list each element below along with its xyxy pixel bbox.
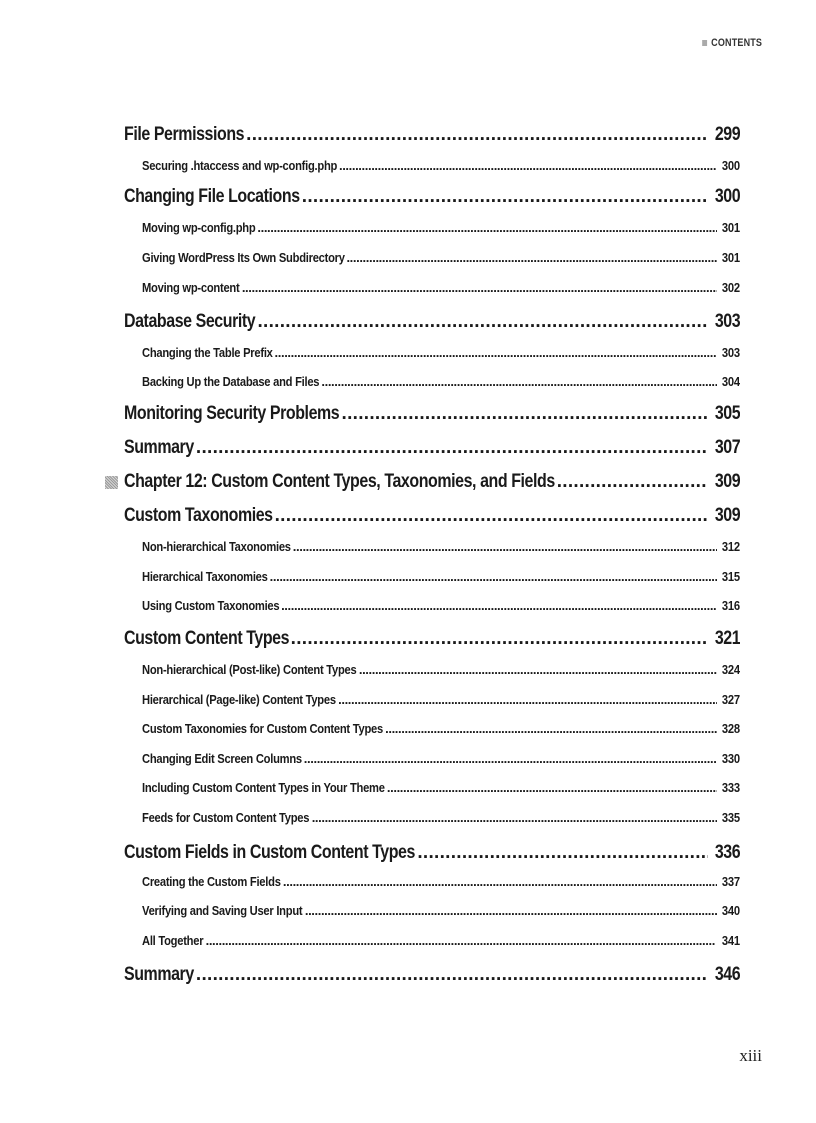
toc-leader-dots — [283, 874, 717, 889]
square-bullet-icon — [702, 40, 707, 46]
toc-entry-title: Monitoring Security Problems — [124, 403, 340, 424]
toc-entry-title: Chapter 12: Custom Content Types, Taxonomies, and Fields — [124, 471, 555, 492]
toc-entry-page: 336 — [714, 842, 740, 863]
toc-entry-page: 305 — [714, 403, 740, 424]
toc-subsection-entry[interactable] — [142, 374, 740, 389]
toc-entry-title: Summary — [124, 437, 194, 458]
toc-subsection-entry[interactable] — [142, 903, 740, 918]
toc-entry-title: File Permissions — [124, 124, 245, 145]
toc-entry-title: Including Custom Content Types in Your Theme — [142, 780, 385, 795]
toc-entry-page: 316 — [722, 598, 740, 613]
toc-entry-title: Using Custom Taxonomies — [142, 598, 280, 613]
toc-section-entry[interactable] — [124, 437, 740, 459]
toc-entry-page: 301 — [722, 220, 740, 235]
toc-entry-title: Non-hierarchical (Post-like) Content Types — [142, 662, 357, 677]
toc-leader-dots — [270, 569, 718, 584]
toc-entry-page: 309 — [714, 471, 740, 492]
toc-leader-dots — [312, 810, 718, 825]
toc-section-entry[interactable] — [124, 403, 740, 425]
toc-subsection-entry[interactable] — [142, 933, 740, 948]
toc-entry-page: 337 — [722, 874, 740, 889]
toc-entry-title: Custom Content Types — [124, 628, 290, 649]
toc-entry-page: 340 — [722, 903, 740, 918]
toc-subsection-entry[interactable] — [142, 345, 740, 360]
toc-section-entry[interactable] — [124, 628, 740, 650]
running-head-text: CONTENTS — [711, 37, 762, 49]
toc-section-entry[interactable] — [124, 124, 740, 146]
toc-entry-page: 300 — [714, 186, 740, 207]
toc-chapter-entry[interactable] — [124, 471, 740, 493]
toc-leader-dots — [196, 437, 708, 459]
toc-leader-dots — [196, 964, 708, 986]
toc-entry-page: 302 — [722, 280, 740, 295]
toc-leader-dots — [275, 345, 718, 360]
toc-subsection-entry[interactable] — [142, 220, 740, 235]
toc-entry-title: Hierarchical Taxonomies — [142, 569, 268, 584]
running-head — [702, 37, 762, 49]
toc-entry-title: Verifying and Saving User Input — [142, 903, 303, 918]
toc-subsection-entry[interactable] — [142, 250, 740, 265]
toc-entry-title: Non-hierarchical Taxonomies — [142, 539, 291, 554]
toc-leader-dots — [342, 403, 708, 425]
toc-entry-page: 341 — [722, 933, 740, 948]
toc-entry-title: Custom Taxonomies for Custom Content Types — [142, 721, 383, 736]
toc-leader-dots — [291, 628, 708, 650]
toc-subsection-entry[interactable] — [142, 280, 740, 295]
toc-leader-dots — [242, 280, 717, 295]
toc-leader-dots — [304, 751, 717, 766]
toc-entry-page: 304 — [722, 374, 740, 389]
toc-subsection-entry[interactable] — [142, 780, 740, 795]
toc-entry-page: 309 — [714, 505, 740, 526]
toc-entry-title: Changing Edit Screen Columns — [142, 751, 302, 766]
chapter-marker-icon — [105, 476, 118, 489]
toc-entry-title: Database Security — [124, 311, 256, 332]
toc-leader-dots — [275, 505, 708, 527]
toc-leader-dots — [258, 311, 708, 333]
toc-entry-page: 346 — [714, 964, 740, 985]
toc-leader-dots — [305, 903, 717, 918]
toc-entry-page: 300 — [722, 158, 740, 173]
toc-entry-title: Custom Fields in Custom Content Types — [124, 842, 415, 863]
toc-leader-dots — [246, 124, 708, 146]
toc-entry-title: Moving wp-content — [142, 280, 240, 295]
toc-leader-dots — [387, 780, 717, 795]
toc-leader-dots — [206, 933, 718, 948]
toc-section-entry[interactable] — [124, 311, 740, 333]
toc-entry-page: 321 — [714, 628, 740, 649]
toc-subsection-entry[interactable] — [142, 569, 740, 584]
toc-leader-dots — [557, 471, 708, 493]
toc-section-entry[interactable] — [124, 964, 740, 986]
toc-leader-dots — [359, 662, 717, 677]
toc-subsection-entry[interactable] — [142, 158, 740, 173]
toc-entry-page: 307 — [714, 437, 740, 458]
toc-entry-page: 324 — [722, 662, 740, 677]
toc-entry-title: Feeds for Custom Content Types — [142, 810, 310, 825]
toc-entry-page: 303 — [722, 345, 740, 360]
toc-entry-page: 328 — [722, 721, 740, 736]
toc-subsection-entry[interactable] — [142, 751, 740, 766]
toc-leader-dots — [385, 721, 717, 736]
toc-subsection-entry[interactable] — [142, 692, 740, 707]
toc-leader-dots — [257, 220, 717, 235]
toc-leader-dots — [302, 186, 708, 208]
toc-entry-title: Summary — [124, 964, 194, 985]
page-number: xiii — [739, 1046, 762, 1065]
toc-subsection-entry[interactable] — [142, 539, 740, 554]
toc-leader-dots — [346, 250, 717, 265]
toc-subsection-entry[interactable] — [142, 598, 740, 613]
toc-entry-title: Backing Up the Database and Files — [142, 374, 320, 389]
toc-leader-dots — [417, 842, 707, 864]
toc-entry-page: 303 — [714, 311, 740, 332]
toc-section-entry[interactable] — [124, 842, 740, 864]
toc-entry-page: 330 — [722, 751, 740, 766]
toc-subsection-entry[interactable] — [142, 810, 740, 825]
toc-entry-title: Creating the Custom Fields — [142, 874, 281, 889]
toc-entry-page: 301 — [722, 250, 740, 265]
toc-subsection-entry[interactable] — [142, 874, 740, 889]
toc-leader-dots — [338, 692, 717, 707]
toc-leader-dots — [321, 374, 717, 389]
toc-entry-title: Custom Taxonomies — [124, 505, 273, 526]
toc-entry-page: 335 — [722, 810, 740, 825]
toc-leader-dots — [293, 539, 717, 554]
toc-entry-title: Hierarchical (Page-like) Content Types — [142, 692, 336, 707]
toc-entry-page: 299 — [714, 124, 740, 145]
toc-entry-page: 315 — [722, 569, 740, 584]
toc-entry-title: Giving WordPress Its Own Subdirectory — [142, 250, 345, 265]
toc-leader-dots — [281, 598, 717, 613]
toc-subsection-entry[interactable] — [142, 662, 740, 677]
toc-entry-title: Securing .htaccess and wp-config.php — [142, 158, 338, 173]
toc-entry-page: 327 — [722, 692, 740, 707]
toc-leader-dots — [339, 158, 717, 173]
toc-section-entry[interactable] — [124, 505, 740, 527]
toc-subsection-entry[interactable] — [142, 721, 740, 736]
toc-entry-title: All Together — [142, 933, 204, 948]
toc-entry-page: 333 — [722, 780, 740, 795]
toc-entry-title: Changing File Locations — [124, 186, 300, 207]
toc-entry-title: Moving wp-config.php — [142, 220, 256, 235]
toc-section-entry[interactable] — [124, 186, 740, 208]
toc-entry-title: Changing the Table Prefix — [142, 345, 273, 360]
toc-entry-page: 312 — [722, 539, 740, 554]
